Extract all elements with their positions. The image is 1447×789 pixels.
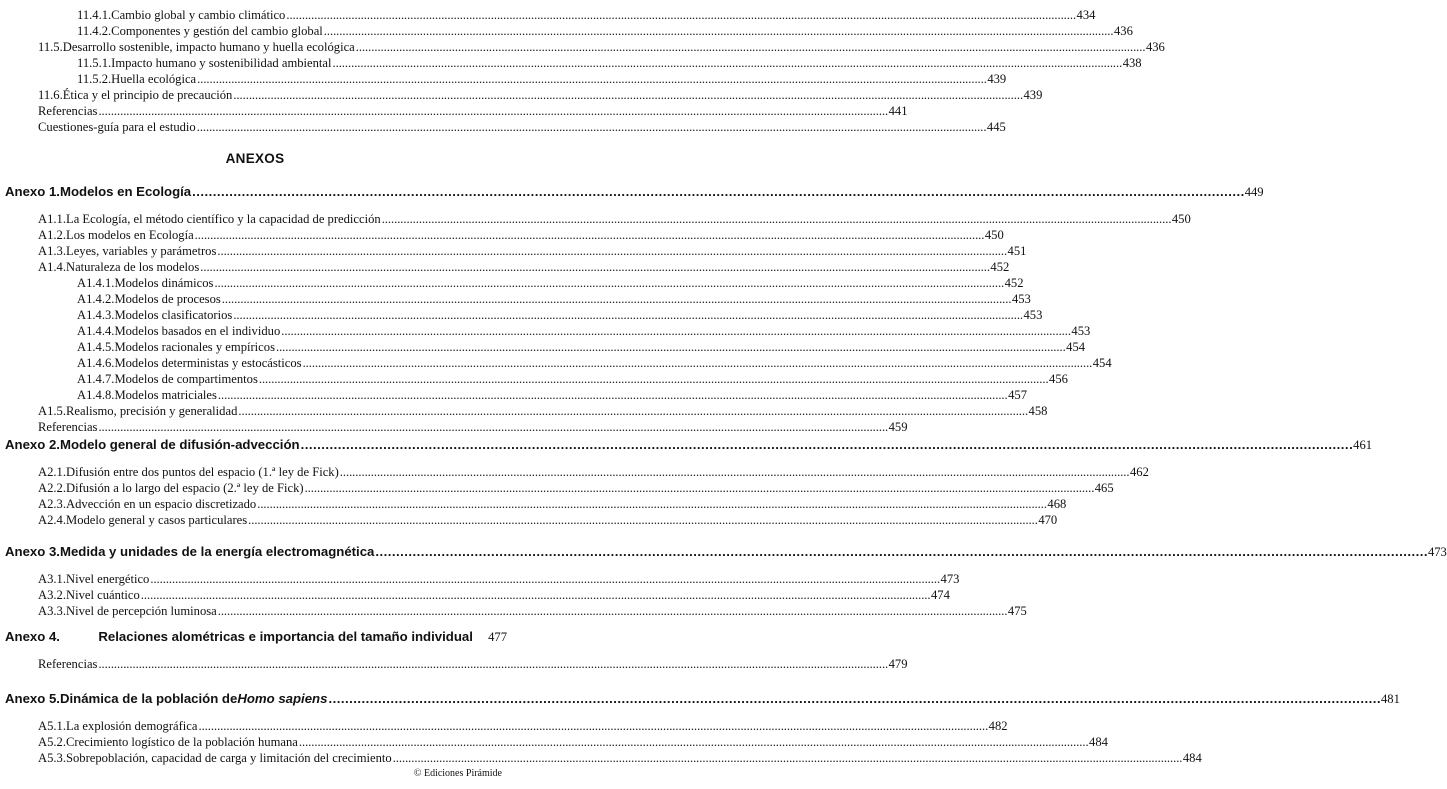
entry-title: Modelo general y casos particulares xyxy=(66,513,248,527)
entry-title: Nivel cuántico xyxy=(66,588,140,602)
entry-title: La Ecología, el método científico y la capacidad de predicción xyxy=(66,212,381,226)
annex-number: Anexo 3. xyxy=(5,544,60,559)
toc-entry xyxy=(0,511,1058,527)
annexes-heading: ANEXOS xyxy=(225,151,285,166)
entry-title: Impacto humano y sostenibilidad ambiental xyxy=(111,56,332,70)
toc-entry xyxy=(0,322,1091,338)
dot-leader xyxy=(218,604,1006,618)
entry-number: A1.2. xyxy=(38,228,66,242)
entry-number: A1.4.5. xyxy=(77,340,115,354)
entry-title: Ética y el principio de precaución xyxy=(62,88,233,102)
entry-number: A1.4.7. xyxy=(77,372,115,386)
dot-leader xyxy=(375,545,1426,559)
entry-title: Naturaleza de los modelos xyxy=(66,260,200,274)
dot-leader xyxy=(198,719,986,733)
entry-title: Modelos clasificatorios xyxy=(114,308,233,322)
toc-entry xyxy=(0,6,1096,22)
dot-leader xyxy=(214,276,1002,290)
entry-title: Modelos de compartimentos xyxy=(114,372,258,386)
dot-leader xyxy=(233,308,1021,322)
dot-leader xyxy=(276,340,1064,354)
dot-leader xyxy=(192,185,1243,199)
entry-number: A2.4. xyxy=(38,513,66,527)
toc-entry xyxy=(0,338,1086,354)
toc-entry xyxy=(0,22,1133,38)
entry-number: A3.2. xyxy=(38,588,66,602)
entry-number: A1.4.8. xyxy=(77,388,115,402)
toc-entry xyxy=(0,258,1010,274)
entry-page: 484 xyxy=(1182,751,1202,765)
toc-entry xyxy=(0,402,1048,418)
annex-number: Anexo 2. xyxy=(5,437,60,452)
entry-page: 438 xyxy=(1122,56,1142,70)
toc-entry xyxy=(0,306,1043,322)
annex-heading xyxy=(0,626,515,644)
dot-leader xyxy=(195,228,983,242)
entry-page: 439 xyxy=(1023,88,1043,102)
entry-number: A2.3. xyxy=(38,497,66,511)
entry-title: Referencias xyxy=(38,104,98,118)
entry-number: 11.6. xyxy=(38,88,63,102)
toc-entry xyxy=(0,226,1004,242)
dot-leader xyxy=(324,24,1112,38)
entry-number: 11.5.2. xyxy=(77,72,112,86)
entry-title: Referencias xyxy=(38,657,98,671)
toc-entry-references xyxy=(0,418,908,434)
entry-title: Modelos de procesos xyxy=(114,292,221,306)
dot-leader xyxy=(259,372,1047,386)
dot-leader xyxy=(218,388,1006,402)
dot-leader xyxy=(286,8,1074,22)
entry-title: Leyes, variables y parámetros xyxy=(66,244,217,258)
entry-number: 11.4.2. xyxy=(77,24,112,38)
toc-entry xyxy=(0,463,1149,479)
publisher-footer: © Ediciones Pirámide xyxy=(413,768,502,779)
toc-entry xyxy=(0,86,1043,102)
entry-title: Sobrepoblación, capacidad de carga y limitación del crecimiento xyxy=(66,751,392,765)
entry-page: 451 xyxy=(1007,244,1027,258)
entry-page: 436 xyxy=(1113,24,1133,38)
entry-number: A1.4.6. xyxy=(77,356,115,370)
entry-number: A2.2. xyxy=(38,481,66,495)
entry-number: A1.5. xyxy=(38,404,66,418)
dot-leader xyxy=(328,692,1379,706)
annex-heading xyxy=(0,434,1373,452)
entry-page: 439 xyxy=(987,72,1007,86)
entry-title: Cuestiones-guía para el estudio xyxy=(38,120,196,134)
entry-title: Modelos matriciales xyxy=(114,388,217,402)
entry-number: A5.3. xyxy=(38,751,66,765)
dot-leader xyxy=(303,356,1091,370)
entry-page: 462 xyxy=(1129,465,1149,479)
entry-number: A1.4.1. xyxy=(77,276,115,290)
entry-title: Cambio global y cambio climático xyxy=(111,8,286,22)
entry-number: A3.3. xyxy=(38,604,66,618)
dot-leader xyxy=(98,657,886,671)
annex-title: Modelos en Ecología xyxy=(59,184,192,199)
entry-title: La explosión demográfica xyxy=(66,719,198,733)
entry-title: Componentes y gestión del cambio global xyxy=(111,24,323,38)
annex-page: 477 xyxy=(488,630,507,644)
dot-leader xyxy=(238,404,1026,418)
entry-number: A1.4.3. xyxy=(77,308,115,322)
annex-title: Modelo general de difusión-advección xyxy=(59,437,300,452)
annex-page: 473 xyxy=(1427,545,1447,559)
annex-number: Anexo 4. xyxy=(5,629,60,644)
toc-entry xyxy=(0,602,1027,618)
entry-page: 436 xyxy=(1145,40,1165,54)
dot-leader xyxy=(393,751,1181,765)
annex-page: 461 xyxy=(1353,438,1373,452)
entry-title: Nivel de percepción luminosa xyxy=(66,604,217,618)
entry-page: 479 xyxy=(888,657,908,671)
entry-title: Modelos racionales y empíricos xyxy=(114,340,275,354)
dot-leader xyxy=(217,244,1005,258)
dot-leader xyxy=(257,497,1045,511)
entry-title: Desarrollo sostenible, impacto humano y huella ecológica xyxy=(62,40,355,54)
entry-page: 452 xyxy=(990,260,1010,274)
entry-title: Crecimiento logístico de la población humana xyxy=(66,735,298,749)
annex-title-italic: Homo sapiens xyxy=(237,691,328,706)
entry-page: 434 xyxy=(1076,8,1096,22)
toc-entry xyxy=(0,586,950,602)
entry-page: 465 xyxy=(1094,481,1114,495)
entry-number: A5.1. xyxy=(38,719,66,733)
entry-page: 458 xyxy=(1028,404,1048,418)
annex-number: Anexo 1. xyxy=(5,184,60,199)
entry-number: A1.1. xyxy=(38,212,66,226)
entry-page: 452 xyxy=(1004,276,1024,290)
dot-leader xyxy=(98,104,886,118)
toc-entry-references xyxy=(0,102,908,118)
entry-number: 11.5.1. xyxy=(77,56,112,70)
entry-page: 454 xyxy=(1092,356,1112,370)
dot-leader xyxy=(200,260,988,274)
entry-page: 445 xyxy=(986,120,1006,134)
toc-entry xyxy=(0,370,1068,386)
entry-title: Modelos basados en el individuo xyxy=(114,324,281,338)
entry-title: Advección en un espacio discretizado xyxy=(66,497,257,511)
toc-entry xyxy=(0,70,1007,86)
toc-entry xyxy=(0,733,1108,749)
dot-leader xyxy=(382,212,1170,226)
entry-number: 11.5. xyxy=(38,40,63,54)
entry-page: 475 xyxy=(1007,604,1027,618)
entry-title: Difusión a lo largo del espacio (2.ª ley de Fick) xyxy=(66,481,304,495)
entry-number: A1.4. xyxy=(38,260,66,274)
toc-entry xyxy=(0,290,1031,306)
dot-leader xyxy=(222,292,1010,306)
entry-page: 484 xyxy=(1089,735,1108,749)
toc-entry xyxy=(0,54,1142,70)
dot-leader xyxy=(356,40,1144,54)
entry-title: Nivel energético xyxy=(66,572,150,586)
dot-leader xyxy=(301,438,1352,452)
entry-number: 11.4.1. xyxy=(77,8,112,22)
annex-heading xyxy=(0,688,1400,706)
annex-page: 481 xyxy=(1381,692,1400,706)
entry-number: A1.3. xyxy=(38,244,66,258)
annex-heading xyxy=(0,541,1447,559)
toc-entry xyxy=(0,570,960,586)
dot-leader xyxy=(197,120,985,134)
dot-leader xyxy=(150,572,938,586)
dot-leader xyxy=(305,481,1093,495)
entry-number: A3.1. xyxy=(38,572,66,586)
entry-page: 482 xyxy=(988,719,1008,733)
entry-number: A1.4.4. xyxy=(77,324,115,338)
toc-entry xyxy=(0,210,1191,226)
toc-entry xyxy=(0,354,1112,370)
toc-entry xyxy=(0,38,1165,54)
annex-title: Dinámica de la población de xyxy=(59,691,238,706)
toc-entry xyxy=(0,495,1067,511)
toc-entry-references xyxy=(0,655,908,671)
entry-title: Huella ecológica xyxy=(111,72,197,86)
annex-title: Relaciones alométricas e importancia del tamaño individual xyxy=(98,629,473,644)
entry-title: Realismo, precisión y generalidad xyxy=(66,404,238,418)
toc-entry xyxy=(0,242,1027,258)
entry-page: 456 xyxy=(1049,372,1068,386)
entry-page: 450 xyxy=(1171,212,1191,226)
entry-page: 441 xyxy=(888,104,908,118)
dot-leader xyxy=(248,513,1036,527)
dot-leader xyxy=(197,72,985,86)
entry-page: 468 xyxy=(1047,497,1067,511)
annex-number: Anexo 5. xyxy=(5,691,60,706)
entry-page: 453 xyxy=(1011,292,1031,306)
entry-page: 454 xyxy=(1066,340,1086,354)
entry-page: 453 xyxy=(1023,308,1043,322)
entry-page: 474 xyxy=(930,588,950,602)
entry-number: A2.1. xyxy=(38,465,66,479)
dot-leader xyxy=(281,324,1069,338)
dot-leader xyxy=(141,588,929,602)
entry-title: Los modelos en Ecología xyxy=(66,228,194,242)
toc-entry xyxy=(0,749,1202,765)
toc-entry-references xyxy=(0,118,1006,134)
entry-page: 453 xyxy=(1071,324,1091,338)
entry-page: 473 xyxy=(940,572,960,586)
dot-leader xyxy=(333,56,1121,70)
annex-title: Medida y unidades de la energía electromagnética xyxy=(59,544,375,559)
entry-title: Modelos dinámicos xyxy=(114,276,214,290)
dot-leader xyxy=(340,465,1128,479)
dot-leader xyxy=(299,735,1087,749)
annex-heading xyxy=(0,181,1264,199)
entry-page: 450 xyxy=(984,228,1004,242)
entry-number: A1.4.2. xyxy=(77,292,115,306)
dot-leader xyxy=(98,420,886,434)
entry-page: 470 xyxy=(1038,513,1058,527)
entry-number: A5.2. xyxy=(38,735,66,749)
entry-page: 457 xyxy=(1008,388,1027,402)
dot-leader xyxy=(233,88,1021,102)
toc-entry xyxy=(0,717,1008,733)
toc-entry xyxy=(0,386,1027,402)
toc-entry xyxy=(0,479,1114,495)
entry-title: Referencias xyxy=(38,420,98,434)
entry-title: Difusión entre dos puntos del espacio (1.ª ley de Fick) xyxy=(66,465,339,479)
entry-title: Modelos deterministas y estocásticos xyxy=(114,356,302,370)
toc-entry xyxy=(0,274,1024,290)
annex-page: 449 xyxy=(1244,185,1264,199)
entry-page: 459 xyxy=(888,420,908,434)
